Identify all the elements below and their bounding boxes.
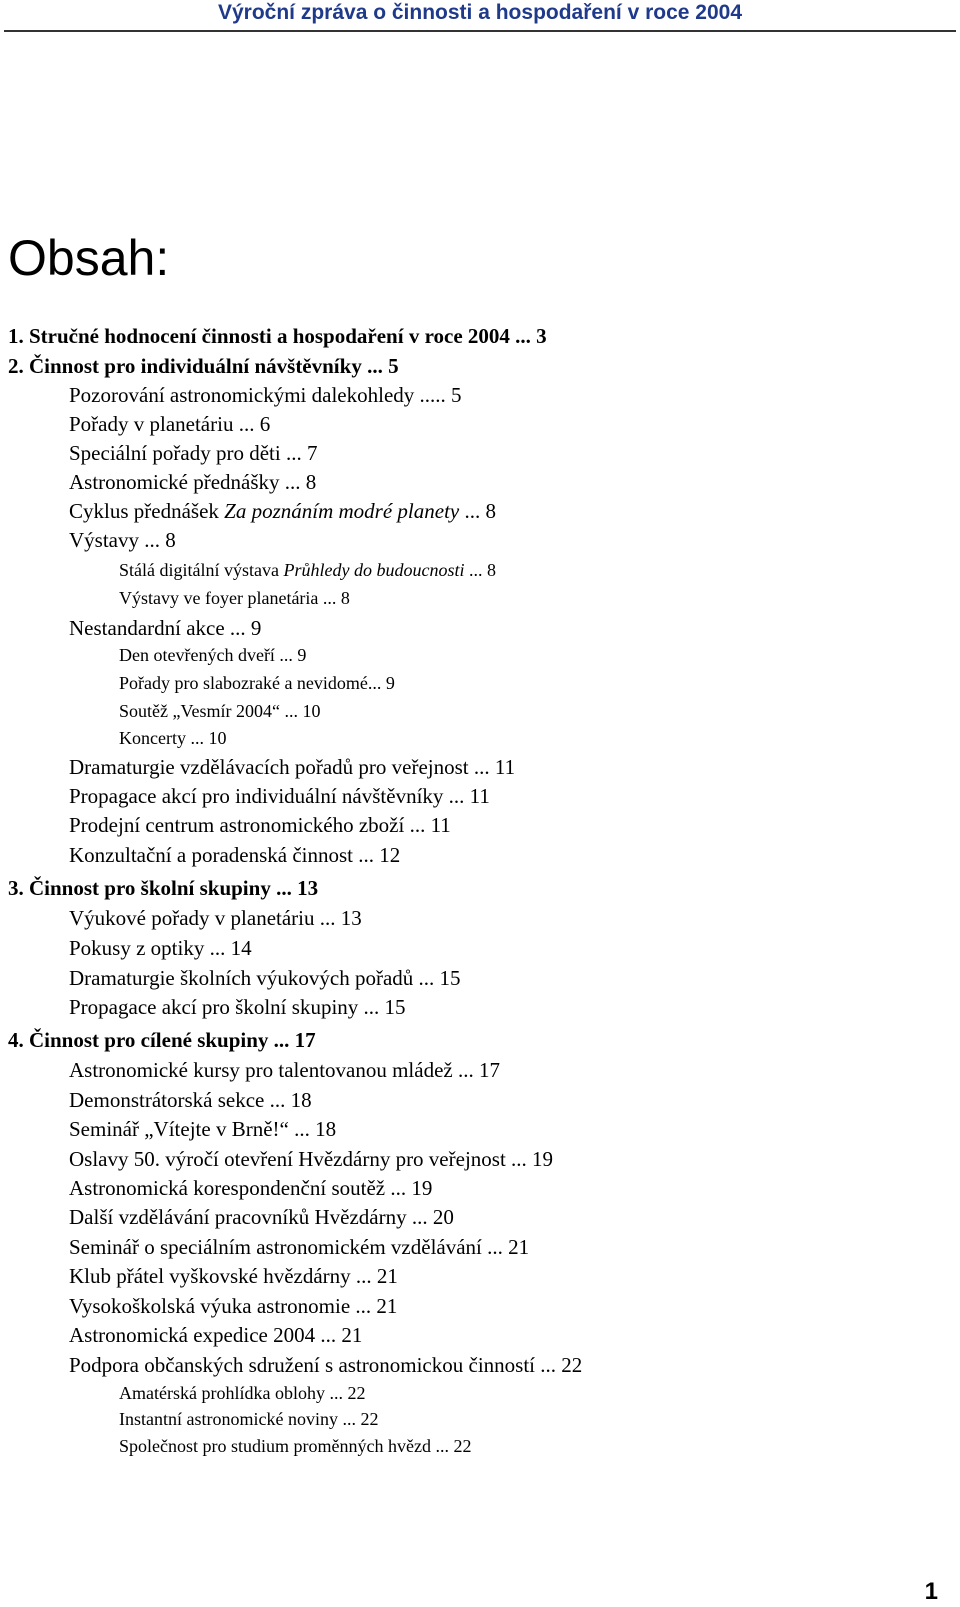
toc-entry: Výstavy ve foyer planetária ... 8 — [119, 588, 350, 608]
toc-entry: Výstavy ... 8 — [69, 528, 176, 552]
toc-entry: 2. Činnost pro individuální návštěvníky ... 5 — [8, 354, 399, 378]
header-title: Výroční zpráva o činnosti a hospodaření v roce 2004 — [217, 1, 742, 24]
toc-entry: Oslavy 50. výročí otevření Hvězdárny pro veřejnost ... 19 — [69, 1147, 554, 1171]
toc-entry: Propagace akcí pro školní skupiny ... 15 — [69, 995, 406, 1019]
toc-entry: 3. Činnost pro školní skupiny ... 13 — [8, 876, 319, 900]
header-divider — [4, 30, 956, 32]
toc-entry: Propagace akcí pro individuální návštěvníky ... 11 — [69, 784, 490, 808]
toc-title: Obsah: — [8, 230, 170, 286]
toc-entry: Astronomické přednášky ... 8 — [69, 470, 317, 494]
toc-entry: Pozorování astronomickými dalekohledy ..... 5 — [69, 383, 462, 407]
toc-entry: Astronomické kursy pro talentovanou mládež ... 17 — [69, 1058, 500, 1082]
toc-entry: Klub přátel vyškovské hvězdárny ... 21 — [69, 1264, 398, 1288]
toc-entry: Podpora občanských sdružení s astronomickou činností ... 22 — [69, 1353, 583, 1377]
toc-entry: Amatérská prohlídka oblohy ... 22 — [119, 1383, 366, 1403]
toc-entry: Konzultační a poradenská činnost ... 12 — [69, 843, 401, 867]
toc-entry — [69, 499, 496, 524]
toc-entry: Demonstrátorská sekce ... 18 — [69, 1088, 312, 1112]
toc-entry — [119, 560, 496, 581]
toc-entry: Koncerty ... 10 — [119, 728, 227, 748]
toc-entry: Instantní astronomické noviny ... 22 — [119, 1409, 379, 1429]
toc-entry: Pokusy z optiky ... 14 — [69, 936, 252, 960]
toc-entry-page: ... 8 — [459, 499, 496, 523]
toc-entry: Seminář „Vítejte v Brně!“ ... 18 — [69, 1117, 337, 1141]
toc-entry: Seminář o speciálním astronomickém vzdělávání ... 21 — [69, 1235, 530, 1259]
toc-entry: Společnost pro studium proměnných hvězd ... 22 — [119, 1436, 472, 1456]
toc-entry: Nestandardní akce ... 9 — [69, 616, 262, 640]
toc-entry: Astronomická expedice 2004 ... 21 — [69, 1323, 363, 1347]
document-header — [0, 0, 960, 34]
toc-entry-page: ... 8 — [464, 560, 496, 580]
toc-entry: Dramaturgie vzdělávacích pořadů pro veřejnost ... 11 — [69, 755, 516, 779]
toc-entry: Pořady pro slabozraké a nevidomé... 9 — [119, 673, 395, 693]
toc-entry: Dramaturgie školních výukových pořadů ... 15 — [69, 966, 461, 990]
toc-entry: Astronomická korespondenční soutěž ... 19 — [69, 1176, 433, 1200]
toc-entry-text: Cyklus přednášek — [69, 499, 225, 523]
toc-entry: Den otevřených dveří ... 9 — [119, 645, 307, 665]
toc-entry-text: Stálá digitální výstava — [119, 560, 284, 580]
toc-entry: Další vzdělávání pracovníků Hvězdárny ... 20 — [69, 1205, 454, 1229]
toc-entry: 4. Činnost pro cílené skupiny ... 17 — [8, 1028, 316, 1052]
toc-entry: Vysokoškolská výuka astronomie ... 21 — [69, 1294, 398, 1318]
toc-entry: 1. Stručné hodnocení činnosti a hospodaření v roce 2004 ... 3 — [8, 324, 547, 348]
toc-entry: Pořady v planetáriu ... 6 — [69, 412, 271, 436]
toc-entry: Výukové pořady v planetáriu ... 13 — [69, 906, 362, 930]
toc-entry-italic-title: Průhledy do budoucnosti — [283, 560, 465, 580]
toc-entry: Speciální pořady pro děti ... 7 — [69, 441, 318, 465]
page-number: 1 — [924, 1578, 938, 1605]
toc-entry-italic-title: Za poznáním modré planety — [224, 499, 460, 523]
toc-entry: Prodejní centrum astronomického zboží ... 11 — [69, 813, 451, 837]
toc-entry: Soutěž „Vesmír 2004“ ... 10 — [119, 701, 321, 721]
